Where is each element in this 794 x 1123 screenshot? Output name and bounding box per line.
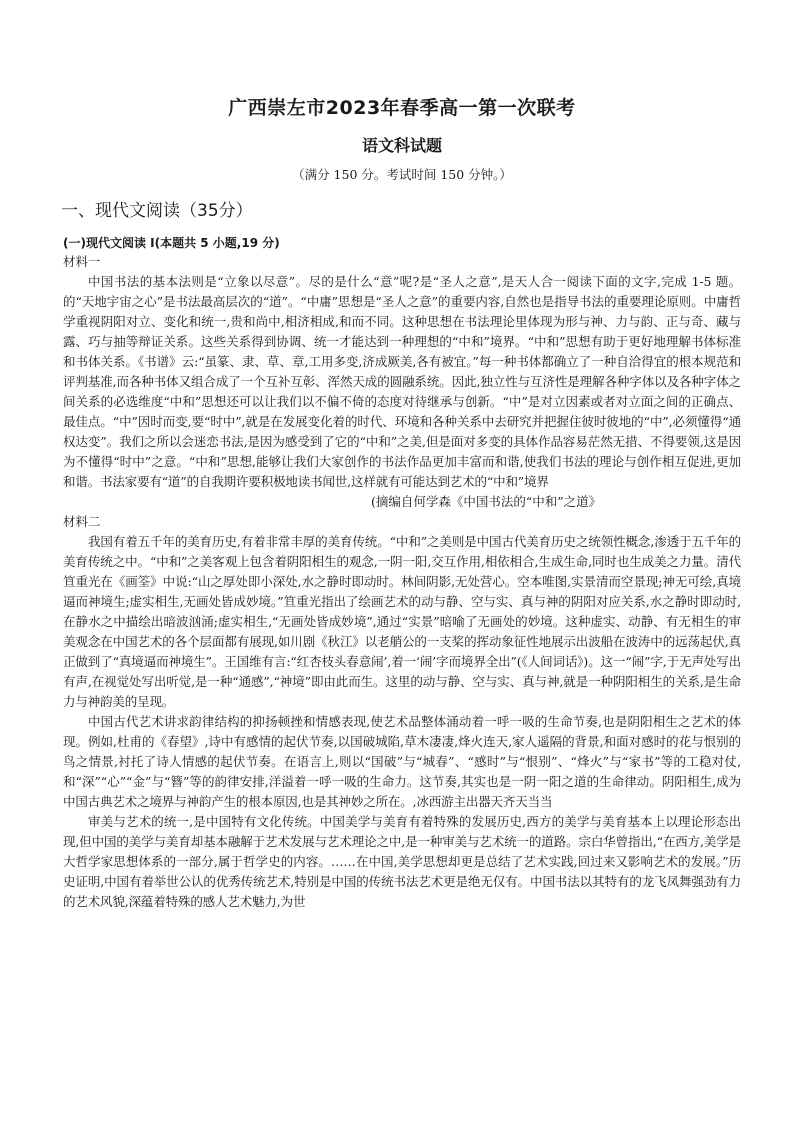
material-1-source: (摘编自何学森《中国书法的“中和”之道》: [371, 494, 602, 509]
section-heading: 一、现代文阅读（35分）: [61, 201, 253, 221]
material-2-paragraph-3: 审美与艺术的统一,是中国特有文化传统。中国美学与美育有着特殊的发展历史,西方的美学与美育基本上以理论形态出现,但中国的美学与美育却基本融解于艺术发展与艺术理论之中,是一种审美与艺术统一的道路。宗白华曾指出,“在西方,美学是大哲学家思想体系的一部分,属于哲学史的内容。……在中国,美学思想却更是总结了艺术实践,回过来又影响艺术的发展。”历史证明,中国有着举世公认的优秀传统艺术,特别是中国的传统书法艺术更是绝无仅有。中国书法以其特有的龙飞凤舞强劲有力的艺术风貌,深蕴着特殊的感人艺术魅力,为世: [63, 814, 741, 909]
exam-note: （满分 150 分。考试时间 150 分钟。）: [292, 167, 512, 182]
material-1-paragraph: 中国书法的基本法则是“立象以尽意”。尽的是什么“意”呢?是“圣人之意”,是天人合一阅读下面的文字,完成 1-5 题。的“天地宇宙之心”是书法最高层次的“道”。“中庸”思想是“圣人之意”的重要内容,自然也是指导书法的重要理论原则。中庸哲学重视阴阳对立、变化和统一,贵和尚中,相济相成,和而不同。这种思想在书法理论里体现为形与神、力与韵、正与奇、藏与露、巧与抽等辩证关系。这些关系得到协调、统一才能达到一种理想的“中和”境界。“中和”思想有助于更好地理解书体标准和书体关系。《书谱》云:“虽篆、隶、草、章,工用多变,济成厥美,各有被宜。”每一种书体都确立了一种自洽得宜的根本规范和评判基准,而各种书体又组合成了一个互补互彰、浑然天成的圆融系统。因此,独立性与互济性是理解各种字体以及各种字体之间关系的必选维度“中和”思想还可以让我们以不偏不倚的态度对待继承与创新。“中”是对立因素或者对立面之间的正确点、最佳点。“中”因时而变,要“时中”,就是在发展变化着的时代、环境和各种关系中去研究并把握住彼时彼地的“中”,必须懂得“通权达变”。我们之所以会迷恋书法,是因为感受到了它的“中和”之美,但是面对多变的具体作品容易茫然无措、不得要领,这是因为不懂得“时中”之意。“中和”思想,能够让我们大家创作的书法作品更加丰富而和谐,使我们书法的理论与创作相互促进,更加和谐。书法家要有“道”的自我期许要积极地读书闻世,这样就有可能达到艺术的“中和”境界: [63, 274, 741, 489]
subsection-heading: (一)现代文阅读 I(本题共 5 小题,19 分): [63, 236, 280, 250]
subject-title: 语文科试题: [361, 136, 442, 155]
material-2-label: 材料二: [63, 514, 101, 529]
exam-title: 广西崇左市2023年春季高一第一次联考: [228, 97, 576, 119]
exam-page: [63, 94, 741, 912]
material-2-paragraph-1: 我国有着五千年的美育历史,有着非常丰厚的美育传统。“中和”之美则是中国古代美育历史之统领性概念,渗透于五千年的美育传统之中。“中和”之美客观上包含着阴阳相生的观念,一阴一阳,交互作用,相依相合,生成生命,同时也生成美之力量。清代笪重光在《画筌》中说:“山之厚处即小深处,水之静时即动时。林间阴影,无处营心。空本唯图,实景清而空景现;神无可绘,真境逼而神境生;虚实相生,无画处皆成妙境。”笪重光指出了绘画艺术的动与静、空与实、真与神的阴阳对应关系,水之静时即动时,在静水之中描绘出暗波汹涌;虚实相生,“无画处皆成妙境”,通过“实景”暗喻了无画处的妙境。这种虚实、动静、有无相生的审美观念在中国艺术的各个层面都有展现,如川剧《秋江》以老艄公的一支桨的挥动象征性地展示出波船在波涛中的远荡起伏,真正做到了“真境逼而神境生”。王国维有言:“红杏枝头春意闹’,着一‘闹’字而境界全出”(《人间词话》)。这一“闹”字,于无声处写出有声,在视觉处写出听觉,是一种“通感”,“神境”即由此而生。这里的动与静、空与实、真与神,就是一种阴阳相生的关系,是生命力与神韵美的呈现。: [63, 534, 741, 709]
material-1-label: 材料一: [63, 254, 101, 269]
material-2-paragraph-2: 中国古代艺术讲求韵律结构的抑扬顿挫和情感表现,使艺术品整体涌动着一呼一吸的生命节奏,也是阴阳相生之艺术的体现。例如,杜甫的《春望》,诗中有感情的起伏节奏,以国破城陷,草木凄凄,烽火连天,家人遥隔的背景,和面对感时的花与恨别的鸟之情景,衬托了诗人情感的起伏节奏。在语言上,则以“国破”与“城春”、“感时”与“恨别”、“烽火”与“家书”等的工稳对仗,和“深”“心”“金”与“簪”等的韵律安排,洋溢着一呼一吸的生命力。这节奏,其实也是一阴一阳之道的生命律动。阴阳相生,成为中国古典艺术之境界与神韵产生的根本原因,也是其神妙之所在。,冰西游主出器天齐天当当: [63, 714, 741, 809]
